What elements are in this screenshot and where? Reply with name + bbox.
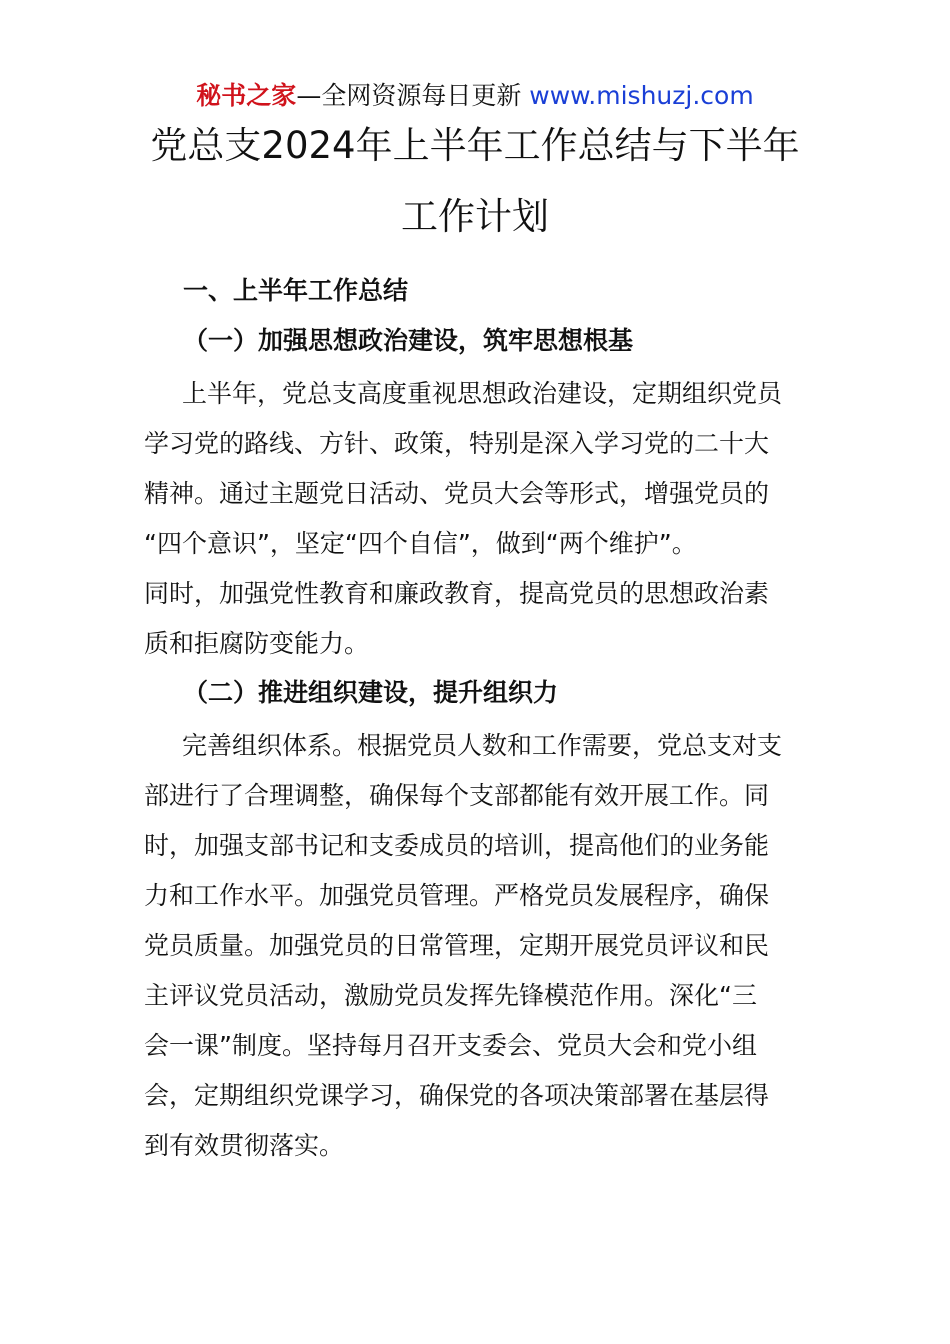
- document-title-line-2: 工作计划: [401, 195, 549, 238]
- paragraph-line: 上半年，党总支高度重视思想政治建设，定期组织党员: [182, 379, 783, 408]
- paragraph-line: 到有效贯彻落实。: [144, 1131, 345, 1160]
- paragraph-line: 主评议党员活动，激励党员发挥先锋模范作用。深化“三: [144, 981, 757, 1010]
- subsection-heading-1: （一）加强思想政治建设，筑牢思想根基: [183, 326, 634, 355]
- header-tagline: —全网资源每日更新: [296, 81, 530, 110]
- subsection-heading-2: （二）推进组织建设，提升组织力: [183, 678, 559, 707]
- paragraph-line: 党员质量。加强党员的日常管理，定期开展党员评议和民: [144, 931, 770, 960]
- page-header: [0, 80, 950, 112]
- paragraph-line: 力和工作水平。加强党员管理。严格党员发展程序，确保: [144, 881, 770, 910]
- paragraph-line: 会一课”制度。坚持每月召开支委会、党员大会和党小组: [144, 1031, 757, 1060]
- paragraph-line: 完善组织体系。根据党员人数和工作需要，党总支对支: [182, 731, 783, 760]
- paragraph-line: 同时，加强党性教育和廉政教育，提高党员的思想政治素: [144, 579, 770, 608]
- paragraph-line: 精神。通过主题党日活动、党员大会等形式，增强党员的: [144, 479, 770, 508]
- brand-name: 秘书之家: [196, 81, 297, 110]
- section-heading: 一、上半年工作总结: [183, 276, 409, 305]
- paragraph-1: [144, 369, 804, 669]
- paragraph-line: 学习党的路线、方针、政策，特别是深入学习党的二十大: [144, 429, 770, 458]
- paragraph-line: 质和拒腐防变能力。: [144, 629, 370, 658]
- paragraph-line: 部进行了合理调整，确保每个支部都能有效开展工作。同: [144, 781, 770, 810]
- site-url[interactable]: www.mishuzj.com: [529, 81, 754, 110]
- paragraph-line: “四个意识”，坚定“四个自信”，做到“两个维护”。: [144, 529, 697, 558]
- paragraph-line: 时，加强支部书记和支委成员的培训，提高他们的业务能: [144, 831, 770, 860]
- paragraph-2: [144, 721, 804, 1171]
- paragraph-line: 会，定期组织党课学习，确保党的各项决策部署在基层得: [144, 1081, 770, 1110]
- document-title-line-1: 党总支2024年上半年工作总结与下半年: [150, 124, 800, 167]
